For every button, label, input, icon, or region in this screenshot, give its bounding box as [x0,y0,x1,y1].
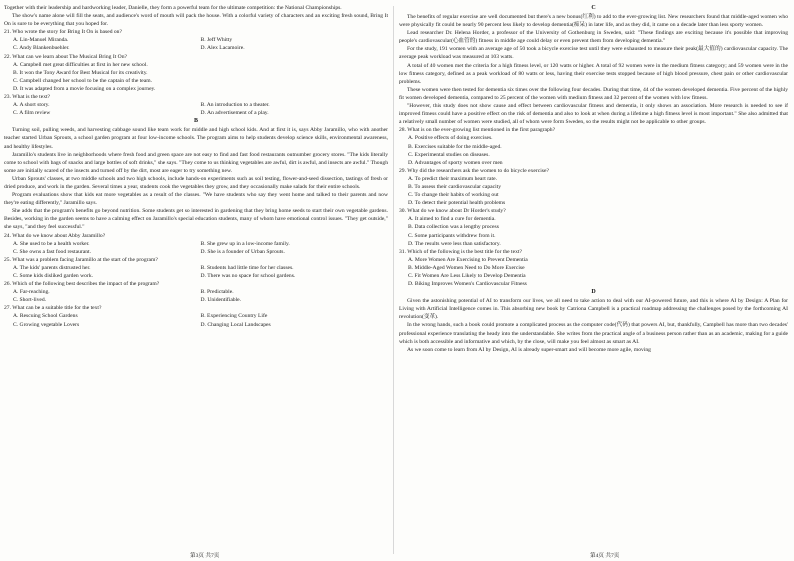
option: C. To change their habits of working out [408,192,499,199]
options-row [4,240,388,248]
option: A. Far-reaching. [13,289,50,296]
passage-paragraph: As we soon come to learn from AI by Design, AI is already super-smart and will become more agile, moving [407,346,651,353]
option: A. To predict their maximum heart rate. [408,175,497,182]
options-row [4,272,388,280]
option: D. Advantages of sporty women over men [408,159,503,166]
option: B. Exercises suitable for the middle-aged. [408,143,502,150]
passage-paragraph: Jaramillo's students live in neighborhoods where fresh food and green space are not easy to find and fast food restaurants outnumber grocery stores. "The kids literally come to school with bags of snacks and large bottles of soft drinks," she says. "They come to us thinking vegetables are awful, dirt is awful, and insects are awful." Though some are initially scared of the insects and turned off by the dirt, most are eager to try something new. [4,151,388,174]
question-31: 31. Which of the following is the best title for the text? [399,248,522,255]
passage-paragraph: In the wrong hands, such a book could promote a complicated process as the computer code(代码) that powers AI, but, thankfully, Campbell has more than two decades' professional experience translating the heady into the understandable. She writes from the practical angle of a business person rather than as an academic, making for a guide which is both accessible and informative and which, by the close, will make you feel almost as smart as AI. [399,322,788,345]
page-divider [393,6,394,554]
question-29: 29. Why did the researchers ask the women to do bicycle exercise? [399,167,549,174]
left-page [4,4,388,550]
option: C. Short-lived. [13,297,47,304]
option: C. Experimental studies on diseases. [408,151,490,158]
question-21: 21. Who wrote the story for Bring It On is based on? [4,29,122,36]
question-22: 22. What can we learn about The Musical Bring It On? [4,53,127,60]
page-footer-right: 第4页 共7页 [590,553,620,559]
option: A. It aimed to find a cure for dementia. [408,216,496,223]
passage-paragraph: These women were then tested for dementia six times over the following four decades. During that time, 44 of the women developed dementia. Five percent of the highly fit women developed dementia, compared to 25 percent of the women with medium fitness and 32 percent of the women with low fitness. [399,86,788,101]
option: C. Fit Women Are Less Likely to Develop Dementia [408,273,526,279]
option: D. It was adapted from a movie focusing on a complex journey. [13,85,156,92]
option: D. Biking Improves Women's Cardiovascular Fitness [408,281,527,288]
question-23: 23. What is the text? [4,94,51,101]
option: B. To assess their cardiovascular capacity [408,183,502,190]
question-27: 27. What can be a suitable title for the text? [4,305,102,312]
option: B. An introduction to a theater. [200,102,270,109]
option: B. Middle-Aged Women Need to Do More Exercise [408,264,525,271]
option: D. To detect their potential health problems [408,200,506,207]
option: C. A film review [13,110,51,117]
section-c-heading: C [591,5,596,11]
question-28: 28. What is on the ever-growing list mentioned in the first paragraph? [399,127,556,134]
passage-paragraph: "However, this study does not show cause and effect between cardiovascular fitness and dementia, it only shows an association. More research is needed to see if improved fitness could have a positive effect on the risk of dementia and also to look at when during a lifetime a high fitness level is most important." She also admitted that a relatively small number of women were studied, all of whom were form Sweden, so the results might not be applicable to other groups. [399,103,788,126]
passage-paragraph: Urban Sprouts' classes, at two middle schools and two high schools, include hands-on experiments such as soil testing, flower-and-seed dissection, tastings of fresh or dried produce, and work in the garden. Several times a year, students cook the vegetables they grow, and they occasionally make salads for their entire schools. [4,175,388,190]
option: D. Unidentifiable. [200,297,242,304]
question-25: 25. What was a problem facing Jaramillo at the start of the program? [4,256,158,263]
section-b-heading: B [193,118,198,125]
passage-paragraph: For the study, 191 women with an average age of 50 took a bicycle exercise test until they were exhausted to measure their peak(最大值的) cardiovascular capacity. The average peak workload was measured at 103 watts. [399,46,788,61]
intro-paragraph: The show's name alone will fill the seats, and audience's word of mouth will pack the house. With a colorful variety of characters and an exciting fresh sound, Bring It On is sure to be everything that you hoped for. [4,13,388,28]
options-row [4,44,388,52]
right-page [399,4,788,550]
option: B. It won the Tony Award for Best Musical for its creativity. [13,69,148,76]
question-30: 30. What do we know about Dr Horder's study? [399,208,506,215]
options-row [4,248,388,256]
option: B. She grew up in a low-income family. [200,240,290,247]
option: A. More Women Are Exercising to Prevent Dementia [408,256,528,263]
option: A. A short story. [13,102,50,109]
option: A. She used to be a health worker. [13,240,90,247]
passage-paragraph: Turning soil, pulling weeds, and harvesting cabbage sound like team work for middle and high school kids. And at first it is, says Abby Jaramillo, who with another teacher started Urban Sprouts, a school garden program at four low-income schools. The program aims to help students develop science skills, environmental awareness, and healthy lifestyles. [4,127,388,150]
passage-paragraph: A total of 40 women met the criteria for a high fitness level, or 120 watts or higher. A total of 92 women were in the medium fitness category; and 59 women were in the low fitness category, defined as a peak workload of 80 watts or less, having their exercise tests stopped because of high blood pressure, chest pain or other cardiovascular problems. [399,62,788,85]
options-row [4,36,388,44]
options-row [4,101,388,109]
option: D. There was no space for school gardens. [200,273,296,279]
option: C. She owns a fast food restaurant. [13,248,91,255]
option: B. Experiencing Country Life [200,313,268,320]
option: C. Growing vegetable Lovers [13,321,80,328]
option: A. Positive effects of doing exercises. [408,135,493,142]
options-row [4,321,388,329]
page-footer-left: 第3页 共7页 [190,553,220,559]
section-d-heading: D [591,289,596,296]
options-row [4,296,388,304]
option: B. Data collection was a lengthy process [408,224,499,231]
options-row [4,264,388,272]
question-26: 26. Which of the following best describes the impact of the program? [4,281,160,288]
option: B. Students had little time for her classes. [200,264,294,271]
option: B. Jeff Whitty [200,37,233,44]
option: D. She is a founder of Urban Sprouts. [200,248,285,255]
passage-paragraph: She adds that the program's benefits go beyond nutrition. Some students get so interested in gardening that they bring home seeds to start their own vegetable gardens. Besides, working in the garden seems to have a calming effect on Jaramillo's special education students, many of whom have emotional control issues. "They get outside," she says, "and they feel successful." [4,208,388,231]
option: A. Campbell met great difficulties at first in her new school. [13,61,148,68]
option: A. The kids' parents distrusted her. [13,264,91,271]
options-row [4,312,388,320]
option: D. An advertisement of a play. [200,110,269,117]
option: A. Lin-Manuel Miranda. [13,37,69,44]
passage-paragraph: Given the astonishing potential of AI to transform our lives, we all need to take action to deal with our AI-powered future, and this is where AI by Design: A Plan for Living with Artificial Intelligence comes in. This absorbing new book by Catriona Campbell is a practical roadmap addressing the challenges posed by the forthcoming AI revolution(变革). [399,298,788,321]
passage-paragraph: Lead researcher Dr. Helena Horder, a professor of the University of Gothenburg in Sweden, said: "These findings are exciting because it's possible that improving people's cardiovascular(心血管的) fitness in middle age could delay or even prevent them from developing dementia." [399,30,788,45]
option: C. Some kids disliked garden work. [13,273,94,279]
option: C. Some participants withdrew from it. [408,232,496,239]
option: D. Alex Lacamoire. [200,45,245,52]
option: D. Changing Local Landscapes [200,321,271,328]
options-row [4,288,388,296]
intro-paragraph: Together with their leadership and hardworking leader, Danielle, they form a powerful team for the ultimate competition: the National Championships. [4,5,342,11]
question-24: 24. What do we know about Abby Jaramillo? [4,232,106,239]
option: C. Andy Blankenbuehler. [13,45,70,52]
option: B. Predictable. [200,289,234,296]
option: A. Rescuing School Gardens [13,313,78,320]
option: C. Campbell changed her school to be the captain of the team. [13,77,153,84]
passage-paragraph: The benefits of regular exercise are well documented but there's a new bonus(红利) to add to the ever-growing list. New researchers found that middle-aged women who were physically fit could be nearly 90 percent less likely to develop dementia(痴呆) in later life, and as they did, it came on a decade later than less sporty women. [399,14,788,29]
options-row [4,109,388,117]
option: D. The results were less than satisfactory. [408,240,501,247]
passage-paragraph: Program evaluations show that kids eat more vegetables as a result of the classes. "We have students who say they went home and talked to their parents and now they're eating differently," Jaramillo says. [4,192,388,207]
